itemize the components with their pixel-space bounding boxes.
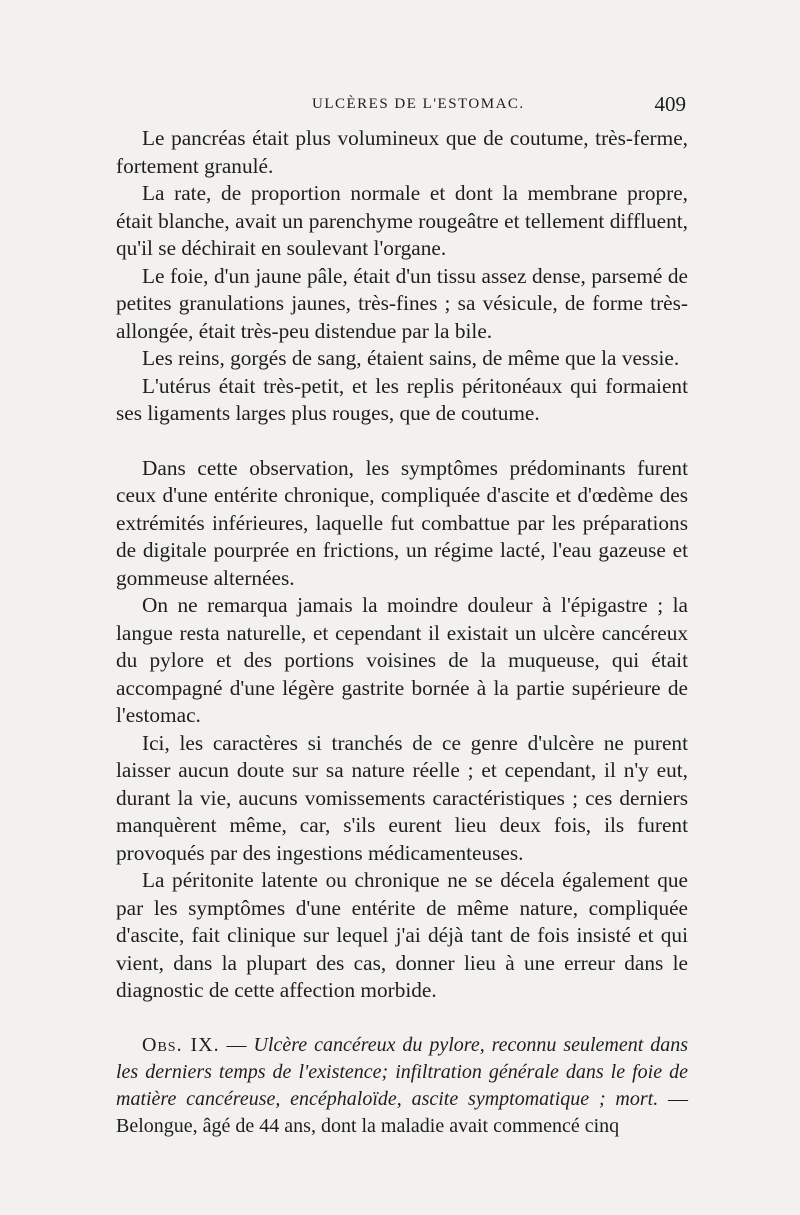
paragraph: Ici, les caractères si tranchés de ce genre d'ulcère ne purent laisser aucun doute sur sa nature réelle ; et cependant, il n'y eut, durant la vie, aucuns vomissements caractéristiques ; ces derniers manquèrent même, car, s'ils eurent lieu deux fois, ils furent provoqués par des ingestions médicamenteuses. [116, 730, 688, 865]
paragraph: La rate, de proportion normale et dont la membrane propre, était blanche, avait un parenchyme rougeâtre et tellement diffluent, qu'il se déchirait en soulevant l'organe. [116, 181, 688, 260]
observation-label: Obs. IX. [142, 1033, 220, 1056]
section-gap [116, 1005, 688, 1032]
observation-dash: — [658, 1087, 689, 1110]
running-title: ULCÈRES DE L'ESTOMAC. [312, 96, 525, 112]
paragraph: L'utérus était très-petit, et les replis péritonéaux qui formaient ses ligaments larges plus rouges, que de coutume. [116, 373, 688, 425]
paragraph: Le pancréas était plus volumineux que de coutume, très-ferme, fortement granulé. [116, 126, 688, 178]
observation-text: Belongue, âgé de 44 ans, dont la maladie avait commencé cinq [116, 1114, 620, 1137]
page-header [116, 92, 686, 122]
page-body [116, 125, 688, 1140]
paragraph: Dans cette observation, les symptômes prédominants furent ceux d'une entérite chronique, compliquée d'ascite et d'œdème des extrémités inférieures, laquelle fut combattue par les préparations de digitale pourprée en frictions, un régime lacté, l'eau gazeuse et gommeuse alternées. [116, 455, 688, 590]
observation-paragraph [116, 1032, 688, 1140]
paragraph: On ne remarqua jamais la moindre douleur à l'épigastre ; la langue resta naturelle, et cependant il existait un ulcère cancéreux du pylore et des portions voisines de la muqueuse, qui était accompagné d'une légère gastrite bornée à la partie supérieure de l'estomac. [116, 593, 688, 727]
observation-dash: — [219, 1033, 254, 1056]
page-number: 409 [654, 92, 686, 116]
paragraph: Les reins, gorgés de sang, étaient sains, de même que la vessie. [142, 346, 680, 370]
paragraph: La péritonite latente ou chronique ne se décela également que par les symptômes d'une entérite de même nature, compliquée d'ascite, fait clinique sur lequel j'ai déjà tant de fois insisté et qui vient, dans la plupart des cas, donner lieu à une erreur dans le diagnostic de cette affection morbide. [116, 868, 688, 1002]
section-gap [116, 428, 688, 455]
observation-title: Ulcère cancéreux du pylore, reconnu seulement dans les derniers temps de l'existence; infiltration générale dans le foie de matière cancéreuse, encéphaloïde, ascite symptomatique ; mort. [116, 1033, 689, 1110]
paragraph: Le foie, d'un jaune pâle, était d'un tissu assez dense, parsemé de petites granulations jaunes, très-fines ; sa vésicule, de forme très-allongée, était très-peu distendue par la bile. [116, 263, 688, 343]
